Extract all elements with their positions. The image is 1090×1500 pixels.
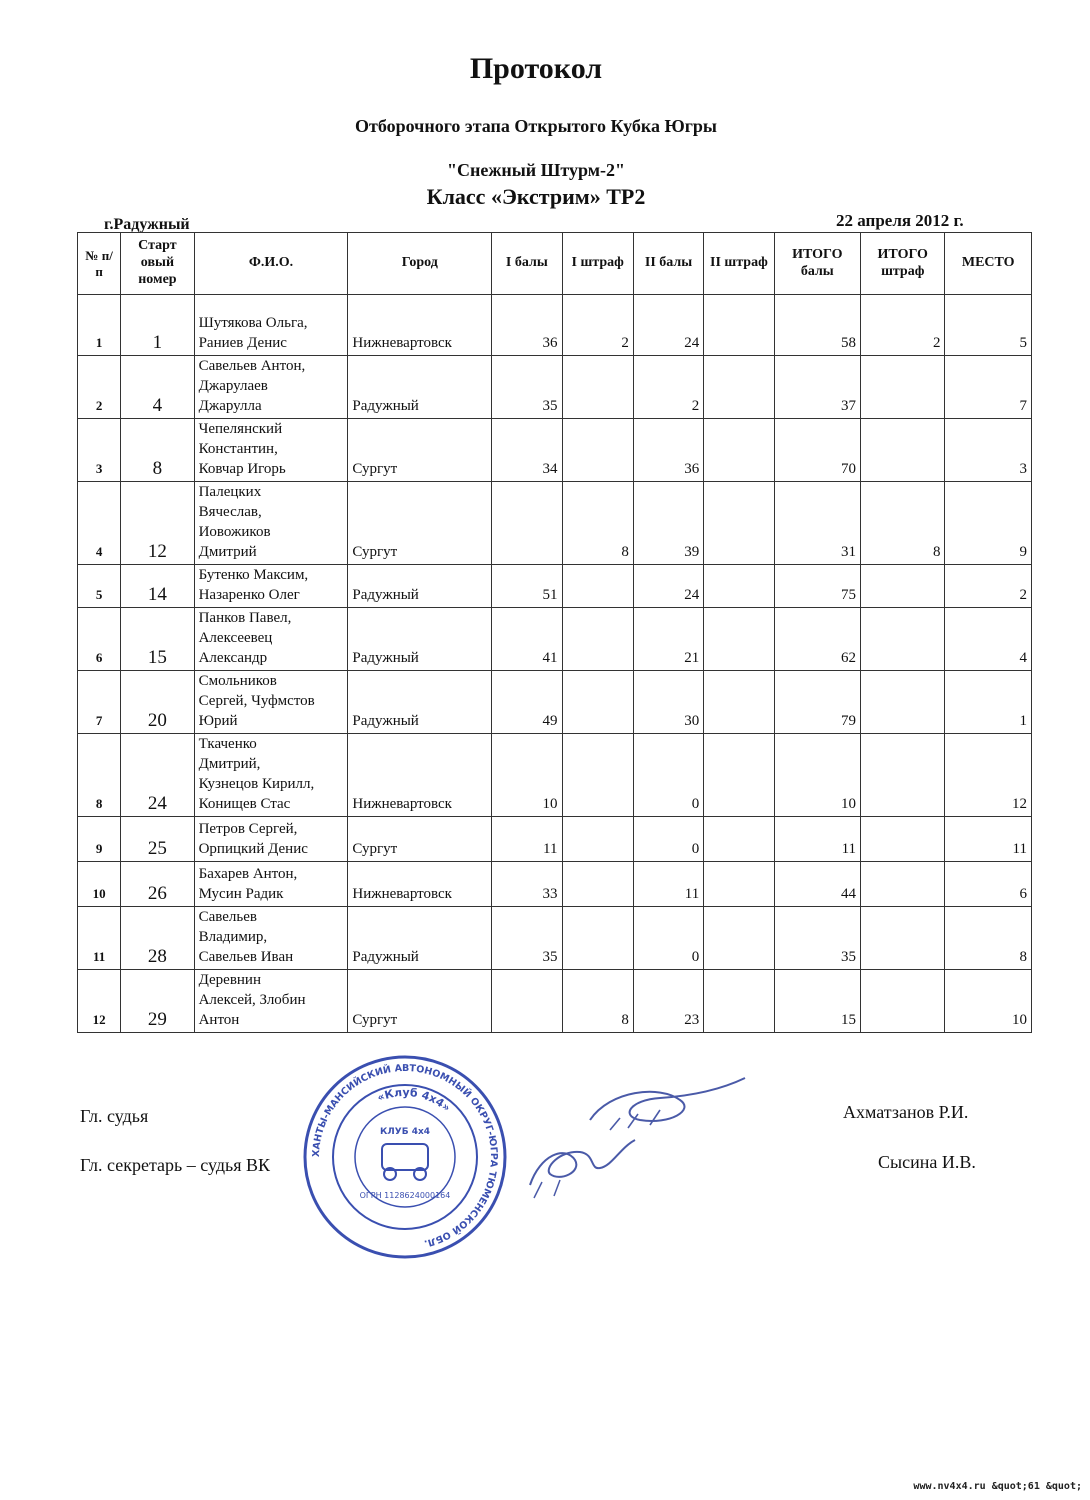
cell-total-points: 35 xyxy=(774,907,860,970)
cell-penalty-1 xyxy=(562,817,633,862)
table-row xyxy=(78,734,1032,817)
cell-place: 3 xyxy=(945,419,1032,482)
cell-points-1: 10 xyxy=(492,734,562,817)
table-row xyxy=(78,907,1032,970)
cell-penalty-2 xyxy=(704,565,774,608)
seal-badge-text: КЛУБ 4х4 xyxy=(379,1127,431,1137)
cell-total-penalty xyxy=(861,817,945,862)
cell-number: 5 xyxy=(78,565,121,608)
crew-name-line: Палецких xyxy=(198,484,262,500)
footer-watermark: www.nv4x4.ru &quot;61 &quot; xyxy=(913,1481,1082,1492)
cell-points-1 xyxy=(492,970,562,1033)
secretary-label: Гл. секретарь – судья ВК xyxy=(80,1155,271,1175)
table-row xyxy=(78,419,1032,482)
cell-city: Сургут xyxy=(348,482,492,565)
cell-total-penalty xyxy=(861,608,945,671)
crew-name-line: Джарулаев xyxy=(198,378,268,394)
document-title: Протокол xyxy=(469,52,603,85)
official-seal xyxy=(300,1052,510,1262)
cell-number: 11 xyxy=(78,907,121,970)
cell-crew-names xyxy=(194,734,348,817)
table-row xyxy=(78,295,1032,356)
cell-total-points: 79 xyxy=(774,671,860,734)
crew-name-line: Савельев Иван xyxy=(198,949,294,965)
cell-place: 10 xyxy=(945,970,1032,1033)
col-header-penalty-2: II штраф xyxy=(704,233,774,295)
cell-penalty-1 xyxy=(562,907,633,970)
cell-total-penalty xyxy=(861,862,945,907)
col-header-start: Старт овый номер xyxy=(121,233,194,295)
cell-number: 10 xyxy=(78,862,121,907)
table-row xyxy=(78,817,1032,862)
class-line: Класс «Экстрим» ТР2 xyxy=(426,184,646,209)
cell-total-penalty xyxy=(861,671,945,734)
table-row xyxy=(78,862,1032,907)
seal-ogrn-text: ОГРН 1128624000164 xyxy=(359,1191,451,1200)
cell-penalty-1 xyxy=(562,419,633,482)
cell-total-penalty xyxy=(861,356,945,419)
crew-name-line: Смольников xyxy=(198,673,277,689)
crew-name-line: Алексеевец xyxy=(198,630,273,646)
cell-total-points: 62 xyxy=(774,608,860,671)
cell-crew-names xyxy=(194,565,348,608)
crew-name-line: Панков Павел, xyxy=(198,610,292,626)
cell-city: Радужный xyxy=(348,907,492,970)
cell-points-2: 24 xyxy=(633,565,703,608)
crew-name-line: Дмитрий, xyxy=(198,756,261,772)
table-row xyxy=(78,482,1032,565)
crew-name-line: Юрий xyxy=(198,713,238,729)
cell-total-points: 31 xyxy=(774,482,860,565)
cell-points-1 xyxy=(492,482,562,565)
table-row xyxy=(78,671,1032,734)
col-header-total-penalty: ИТОГО штраф xyxy=(861,233,945,295)
cell-start-number: 15 xyxy=(121,608,194,671)
cell-crew-names xyxy=(194,295,348,356)
results-table xyxy=(77,232,1032,1033)
cell-start-number: 29 xyxy=(121,970,194,1033)
cell-penalty-1 xyxy=(562,734,633,817)
crew-name-line: Сергей, Чуфмстов xyxy=(198,693,315,709)
table-row xyxy=(78,356,1032,419)
crew-name-line: Константин, xyxy=(198,441,278,457)
cell-number: 12 xyxy=(78,970,121,1033)
crew-name-line: Савельев Антон, xyxy=(198,358,306,374)
cell-place: 12 xyxy=(945,734,1032,817)
table-row xyxy=(78,608,1032,671)
col-header-number: № п/п xyxy=(78,233,121,295)
cell-city: Нижневартовск xyxy=(348,295,492,356)
cell-penalty-1 xyxy=(562,671,633,734)
cell-penalty-2 xyxy=(704,295,774,356)
crew-name-line: Петров Сергей, xyxy=(198,821,298,837)
cell-penalty-2 xyxy=(704,907,774,970)
secretary-name: Сысина И.В. xyxy=(878,1152,976,1172)
cell-points-1: 33 xyxy=(492,862,562,907)
date-label: 22 апреля 2012 г. xyxy=(836,211,964,230)
cell-penalty-1 xyxy=(562,862,633,907)
event-name: "Снежный Штурм-2" xyxy=(446,160,626,180)
cell-penalty-2 xyxy=(704,671,774,734)
crew-name-line: Конищев Стас xyxy=(198,796,291,812)
cell-points-1: 49 xyxy=(492,671,562,734)
cell-start-number: 28 xyxy=(121,907,194,970)
cell-number: 7 xyxy=(78,671,121,734)
cell-penalty-2 xyxy=(704,608,774,671)
crew-name-line: Чепелянский xyxy=(198,421,283,437)
cell-crew-names xyxy=(194,356,348,419)
cell-points-2: 2 xyxy=(633,356,703,419)
cell-total-points: 58 xyxy=(774,295,860,356)
handwritten-signature xyxy=(520,1070,750,1210)
cell-total-penalty xyxy=(861,970,945,1033)
cell-points-2: 24 xyxy=(633,295,703,356)
crew-name-line: Вячеслав, xyxy=(198,504,262,520)
cell-total-points: 15 xyxy=(774,970,860,1033)
crew-name-line: Ковчар Игорь xyxy=(198,461,286,477)
crew-name-line: Бутенко Максим, xyxy=(198,567,309,583)
cell-points-1: 35 xyxy=(492,356,562,419)
cell-points-1: 41 xyxy=(492,608,562,671)
cell-points-2: 39 xyxy=(633,482,703,565)
table-row xyxy=(78,565,1032,608)
cell-city: Радужный xyxy=(348,565,492,608)
cell-penalty-2 xyxy=(704,862,774,907)
cell-penalty-2 xyxy=(704,970,774,1033)
cell-total-penalty: 2 xyxy=(861,295,945,356)
col-header-place: МЕСТО xyxy=(945,233,1032,295)
cell-total-penalty: 8 xyxy=(861,482,945,565)
cell-penalty-2 xyxy=(704,734,774,817)
cell-points-2: 23 xyxy=(633,970,703,1033)
cell-crew-names xyxy=(194,671,348,734)
cell-place: 8 xyxy=(945,907,1032,970)
table-header-row xyxy=(78,233,1032,295)
cell-city: Сургут xyxy=(348,970,492,1033)
col-header-points-1: I балы xyxy=(492,233,562,295)
cell-points-1: 35 xyxy=(492,907,562,970)
cell-number: 6 xyxy=(78,608,121,671)
cell-penalty-2 xyxy=(704,817,774,862)
cell-place: 2 xyxy=(945,565,1032,608)
cell-points-2: 36 xyxy=(633,419,703,482)
cell-start-number: 25 xyxy=(121,817,194,862)
crew-name-line: Кузнецов Кирилл, xyxy=(198,776,315,792)
crew-name-line: Ткаченко xyxy=(198,736,257,752)
cell-number: 1 xyxy=(78,295,121,356)
cell-place: 11 xyxy=(945,817,1032,862)
cell-crew-names xyxy=(194,970,348,1033)
cell-crew-names xyxy=(194,608,348,671)
col-header-penalty-1: I штраф xyxy=(562,233,633,295)
chief-judge-name: Ахматзанов Р.И. xyxy=(843,1102,969,1122)
cell-points-1: 34 xyxy=(492,419,562,482)
cell-number: 3 xyxy=(78,419,121,482)
crew-name-line: Савельев xyxy=(198,909,257,925)
col-header-total-points: ИТОГО балы xyxy=(774,233,860,295)
cell-penalty-1 xyxy=(562,565,633,608)
cell-start-number: 14 xyxy=(121,565,194,608)
cell-start-number: 8 xyxy=(121,419,194,482)
cell-start-number: 24 xyxy=(121,734,194,817)
cell-city: Радужный xyxy=(348,608,492,671)
cell-city: Радужный xyxy=(348,671,492,734)
cell-number: 2 xyxy=(78,356,121,419)
cell-penalty-2 xyxy=(704,482,774,565)
cell-penalty-2 xyxy=(704,356,774,419)
crew-name-line: Антон xyxy=(198,1012,240,1028)
cell-total-points: 75 xyxy=(774,565,860,608)
chief-judge-label: Гл. судья xyxy=(80,1106,149,1126)
cell-place: 4 xyxy=(945,608,1032,671)
cell-place: 9 xyxy=(945,482,1032,565)
cell-penalty-1: 8 xyxy=(562,970,633,1033)
cell-start-number: 4 xyxy=(121,356,194,419)
cell-total-points: 10 xyxy=(774,734,860,817)
cell-place: 6 xyxy=(945,862,1032,907)
cell-city: Нижневартовск xyxy=(348,862,492,907)
col-header-city: Город xyxy=(348,233,492,295)
col-header-points-2: II балы xyxy=(633,233,703,295)
cell-penalty-1: 2 xyxy=(562,295,633,356)
cell-place: 5 xyxy=(945,295,1032,356)
cell-points-2: 0 xyxy=(633,817,703,862)
cell-crew-names xyxy=(194,817,348,862)
cell-penalty-1 xyxy=(562,608,633,671)
cell-points-1: 51 xyxy=(492,565,562,608)
crew-name-line: Мусин Радик xyxy=(198,886,284,902)
crew-name-line: Владимир, xyxy=(198,929,268,945)
cell-total-points: 70 xyxy=(774,419,860,482)
cell-number: 8 xyxy=(78,734,121,817)
cell-total-penalty xyxy=(861,734,945,817)
cell-start-number: 20 xyxy=(121,671,194,734)
cell-number: 4 xyxy=(78,482,121,565)
crew-name-line: Алексей, Злобин xyxy=(198,992,306,1008)
cell-crew-names xyxy=(194,862,348,907)
crew-name-line: Бахарев Антон, xyxy=(198,866,298,882)
cell-total-points: 44 xyxy=(774,862,860,907)
table-row xyxy=(78,970,1032,1033)
crew-name-line: Орпицкий Денис xyxy=(198,841,308,857)
crew-name-line: Дмитрий xyxy=(198,544,257,560)
cell-penalty-1: 8 xyxy=(562,482,633,565)
cell-total-points: 37 xyxy=(774,356,860,419)
cell-total-points: 11 xyxy=(774,817,860,862)
cell-place: 7 xyxy=(945,356,1032,419)
cell-crew-names xyxy=(194,482,348,565)
cell-place: 1 xyxy=(945,671,1032,734)
seal-club-text: «Клуб 4х4» xyxy=(375,1085,453,1115)
cell-city: Нижневартовск xyxy=(348,734,492,817)
city-label: г.Радужный xyxy=(104,216,190,233)
crew-name-line: Джарулла xyxy=(198,398,262,414)
cell-start-number: 26 xyxy=(121,862,194,907)
cell-city: Сургут xyxy=(348,817,492,862)
cell-points-2: 11 xyxy=(633,862,703,907)
cell-penalty-2 xyxy=(704,419,774,482)
cell-penalty-1 xyxy=(562,356,633,419)
cell-points-1: 11 xyxy=(492,817,562,862)
cell-points-2: 0 xyxy=(633,734,703,817)
cell-city: Сургут xyxy=(348,419,492,482)
cell-total-penalty xyxy=(861,419,945,482)
cell-start-number: 12 xyxy=(121,482,194,565)
cell-total-penalty xyxy=(861,565,945,608)
crew-name-line: Иовожиков xyxy=(198,524,271,540)
cell-city: Радужный xyxy=(348,356,492,419)
cell-points-1: 36 xyxy=(492,295,562,356)
cell-points-2: 21 xyxy=(633,608,703,671)
cell-crew-names xyxy=(194,907,348,970)
crew-name-line: Шутякова Ольга, xyxy=(198,315,308,331)
crew-name-line: Деревнин xyxy=(198,972,261,988)
crew-name-line: Александр xyxy=(198,650,268,666)
cell-total-penalty xyxy=(861,907,945,970)
col-header-name: Ф.И.О. xyxy=(194,233,348,295)
crew-name-line: Назаренко Олег xyxy=(198,587,300,603)
document-subtitle: Отборочного этапа Открытого Кубка Югры xyxy=(355,116,717,136)
cell-start-number: 1 xyxy=(121,295,194,356)
crew-name-line: Раниев Денис xyxy=(198,335,287,351)
cell-number: 9 xyxy=(78,817,121,862)
cell-crew-names xyxy=(194,419,348,482)
cell-points-2: 0 xyxy=(633,907,703,970)
seal-ring-text: ХАНТЫ-МАНСИЙСКИЙ АВТОНОМНЫЙ ОКРУГ-ЮГРА ТЮМЕНСКОЙ ОБЛ. xyxy=(310,1062,500,1249)
cell-points-2: 30 xyxy=(633,671,703,734)
